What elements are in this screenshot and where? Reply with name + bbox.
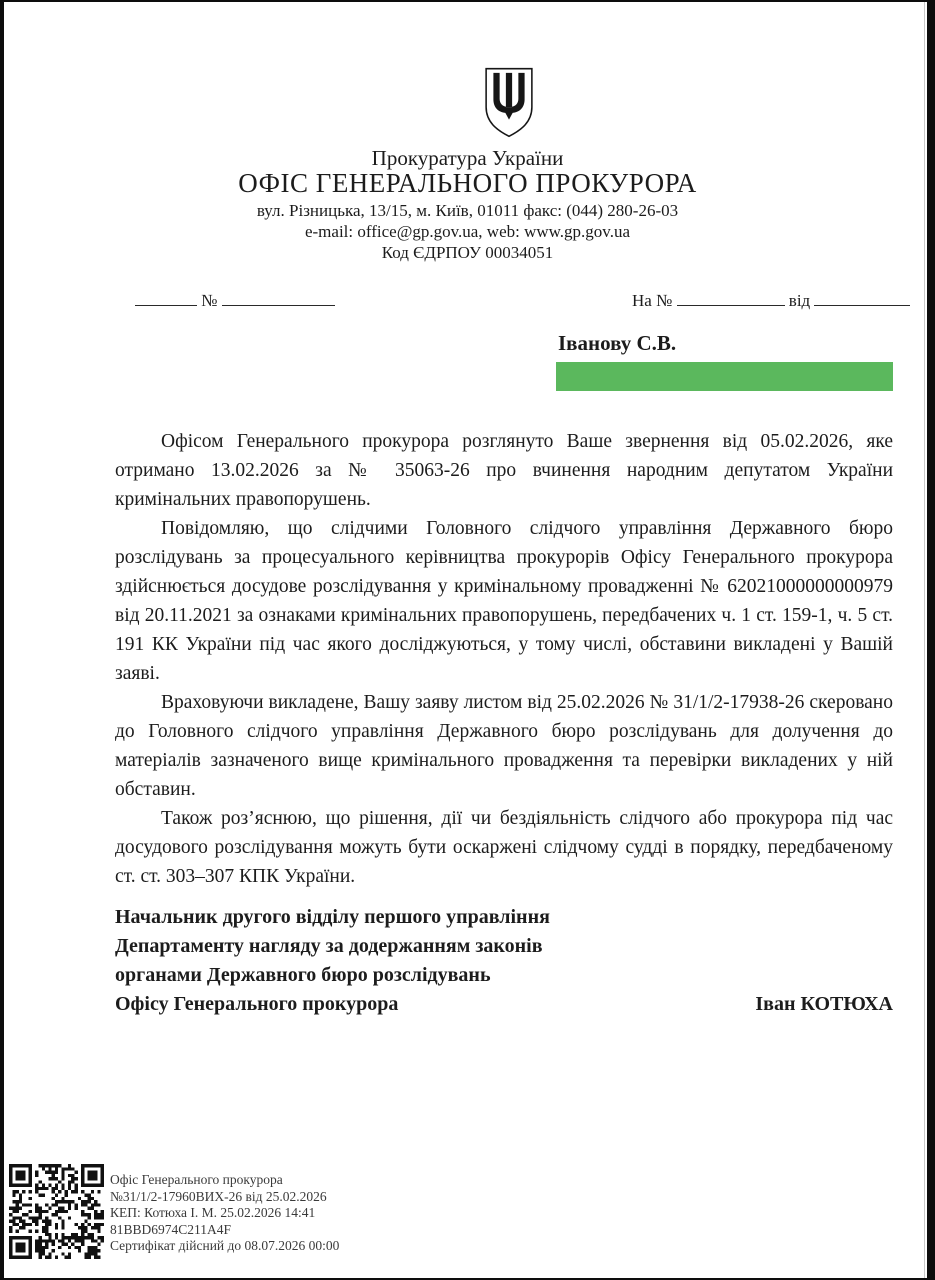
org-contact: e-mail: office@gp.gov.ua, web: www.gp.gov.ua: [304, 222, 631, 241]
incoming-from-label: від: [788, 291, 811, 310]
signer-title-line-3: органами Державного бюро розслідувань: [115, 964, 491, 986]
org-name: ОФІС ГЕНЕРАЛЬНОГО ПРОКУРОРА: [238, 168, 697, 198]
trident-emblem-svg: [483, 64, 535, 142]
body-paragraph-2: Повідомляю, що слідчими Головного слідчого управління Державного бюро розслідувань за процесуального керівництва прокурорів Офісу Генерального прокурора здійснюється досудове розслідування у кримінальному провадженні № 62021000000000979 від 20.11.2021 за ознаками кримінальних правопорушень, передбачених ч. 1 ст. 159-1, ч. 5 ст. 191 КК України під час якого досліджуються, у тому числі, обставини викладені у Вашій заяві.: [115, 518, 893, 684]
scan-border-top: [0, 0, 935, 2]
org-parent-name: Прокуратура України: [371, 146, 564, 170]
qr-code: [9, 1164, 104, 1259]
body-paragraph-3: Враховуючи викладене, Вашу заяву листом від 25.02.2026 № 31/1/2-17938-26 скеровано до Головного слідчого управління Державного бюро розслідувань для долучення до матеріалів зазначеного вище кримінального провадження та перевірки викладених у ній обставин.: [115, 692, 893, 800]
stamp-kep-line: КЕП: Котюха І. М. 25.02.2026 14:41: [110, 1205, 316, 1220]
blank-number-line: [222, 290, 335, 306]
number-sign: №: [201, 291, 218, 310]
org-address: вул. Різницька, 13/15, м. Київ, 01011 факс: (044) 280-26-03: [256, 201, 679, 220]
body-paragraph-1: Офісом Генерального прокурора розглянуто Ваше звернення від 05.02.2026, яке отримано 13.02.2026 за № 35063-26 про вчинення народним депутатом України кримінальних правопорушень.: [115, 431, 893, 510]
stamp-outgoing-number-line: №31/1/2-17960ВИХ-26 від 25.02.2026: [110, 1188, 327, 1204]
signer-title-line-2: Департаменту нагляду за додержанням законів: [115, 935, 543, 957]
blank-incoming-date-line: [814, 290, 910, 306]
stamp-cert-validity-line: Сертифікат дійсний до 08.07.2026 00:00: [110, 1238, 340, 1253]
blank-date-line: [135, 290, 197, 306]
stamp-org-line: Офіс Генерального прокурора: [110, 1172, 283, 1187]
stamp-cert-serial-line: 81BBD6974C211A4F: [110, 1221, 232, 1237]
signature-block: [115, 903, 893, 1019]
qr-code-svg: [9, 1164, 104, 1259]
addressee-name: Іванову С.В.: [558, 331, 677, 355]
blank-incoming-number-line: [677, 290, 785, 306]
incoming-number-label: На №: [632, 291, 673, 310]
digital-stamp-text: [110, 1172, 339, 1255]
letter-body: [115, 427, 893, 891]
outgoing-ref-line: [135, 290, 335, 311]
trident-emblem: [483, 64, 535, 142]
signer-title-line-1: Начальник другого відділу першого управління: [115, 906, 550, 928]
signer-title-row: [115, 990, 893, 1019]
org-edrpou-code: Код ЄДРПОУ 00034051: [381, 243, 554, 262]
body-paragraph-4: Також роз’яснюю, що рішення, дії чи бездіяльність слідчого або прокурора під час досудового розслідування можуть бути оскаржені слідчому судді в порядку, передбаченому ст. ст. 303–307 КПК України.: [115, 808, 893, 887]
redaction-bar: [556, 362, 893, 391]
signer-name: Іван КОТЮХА: [755, 993, 893, 1015]
incoming-ref-line: [632, 290, 910, 311]
signer-title-line-4: Офісу Генерального прокурора: [115, 993, 399, 1015]
